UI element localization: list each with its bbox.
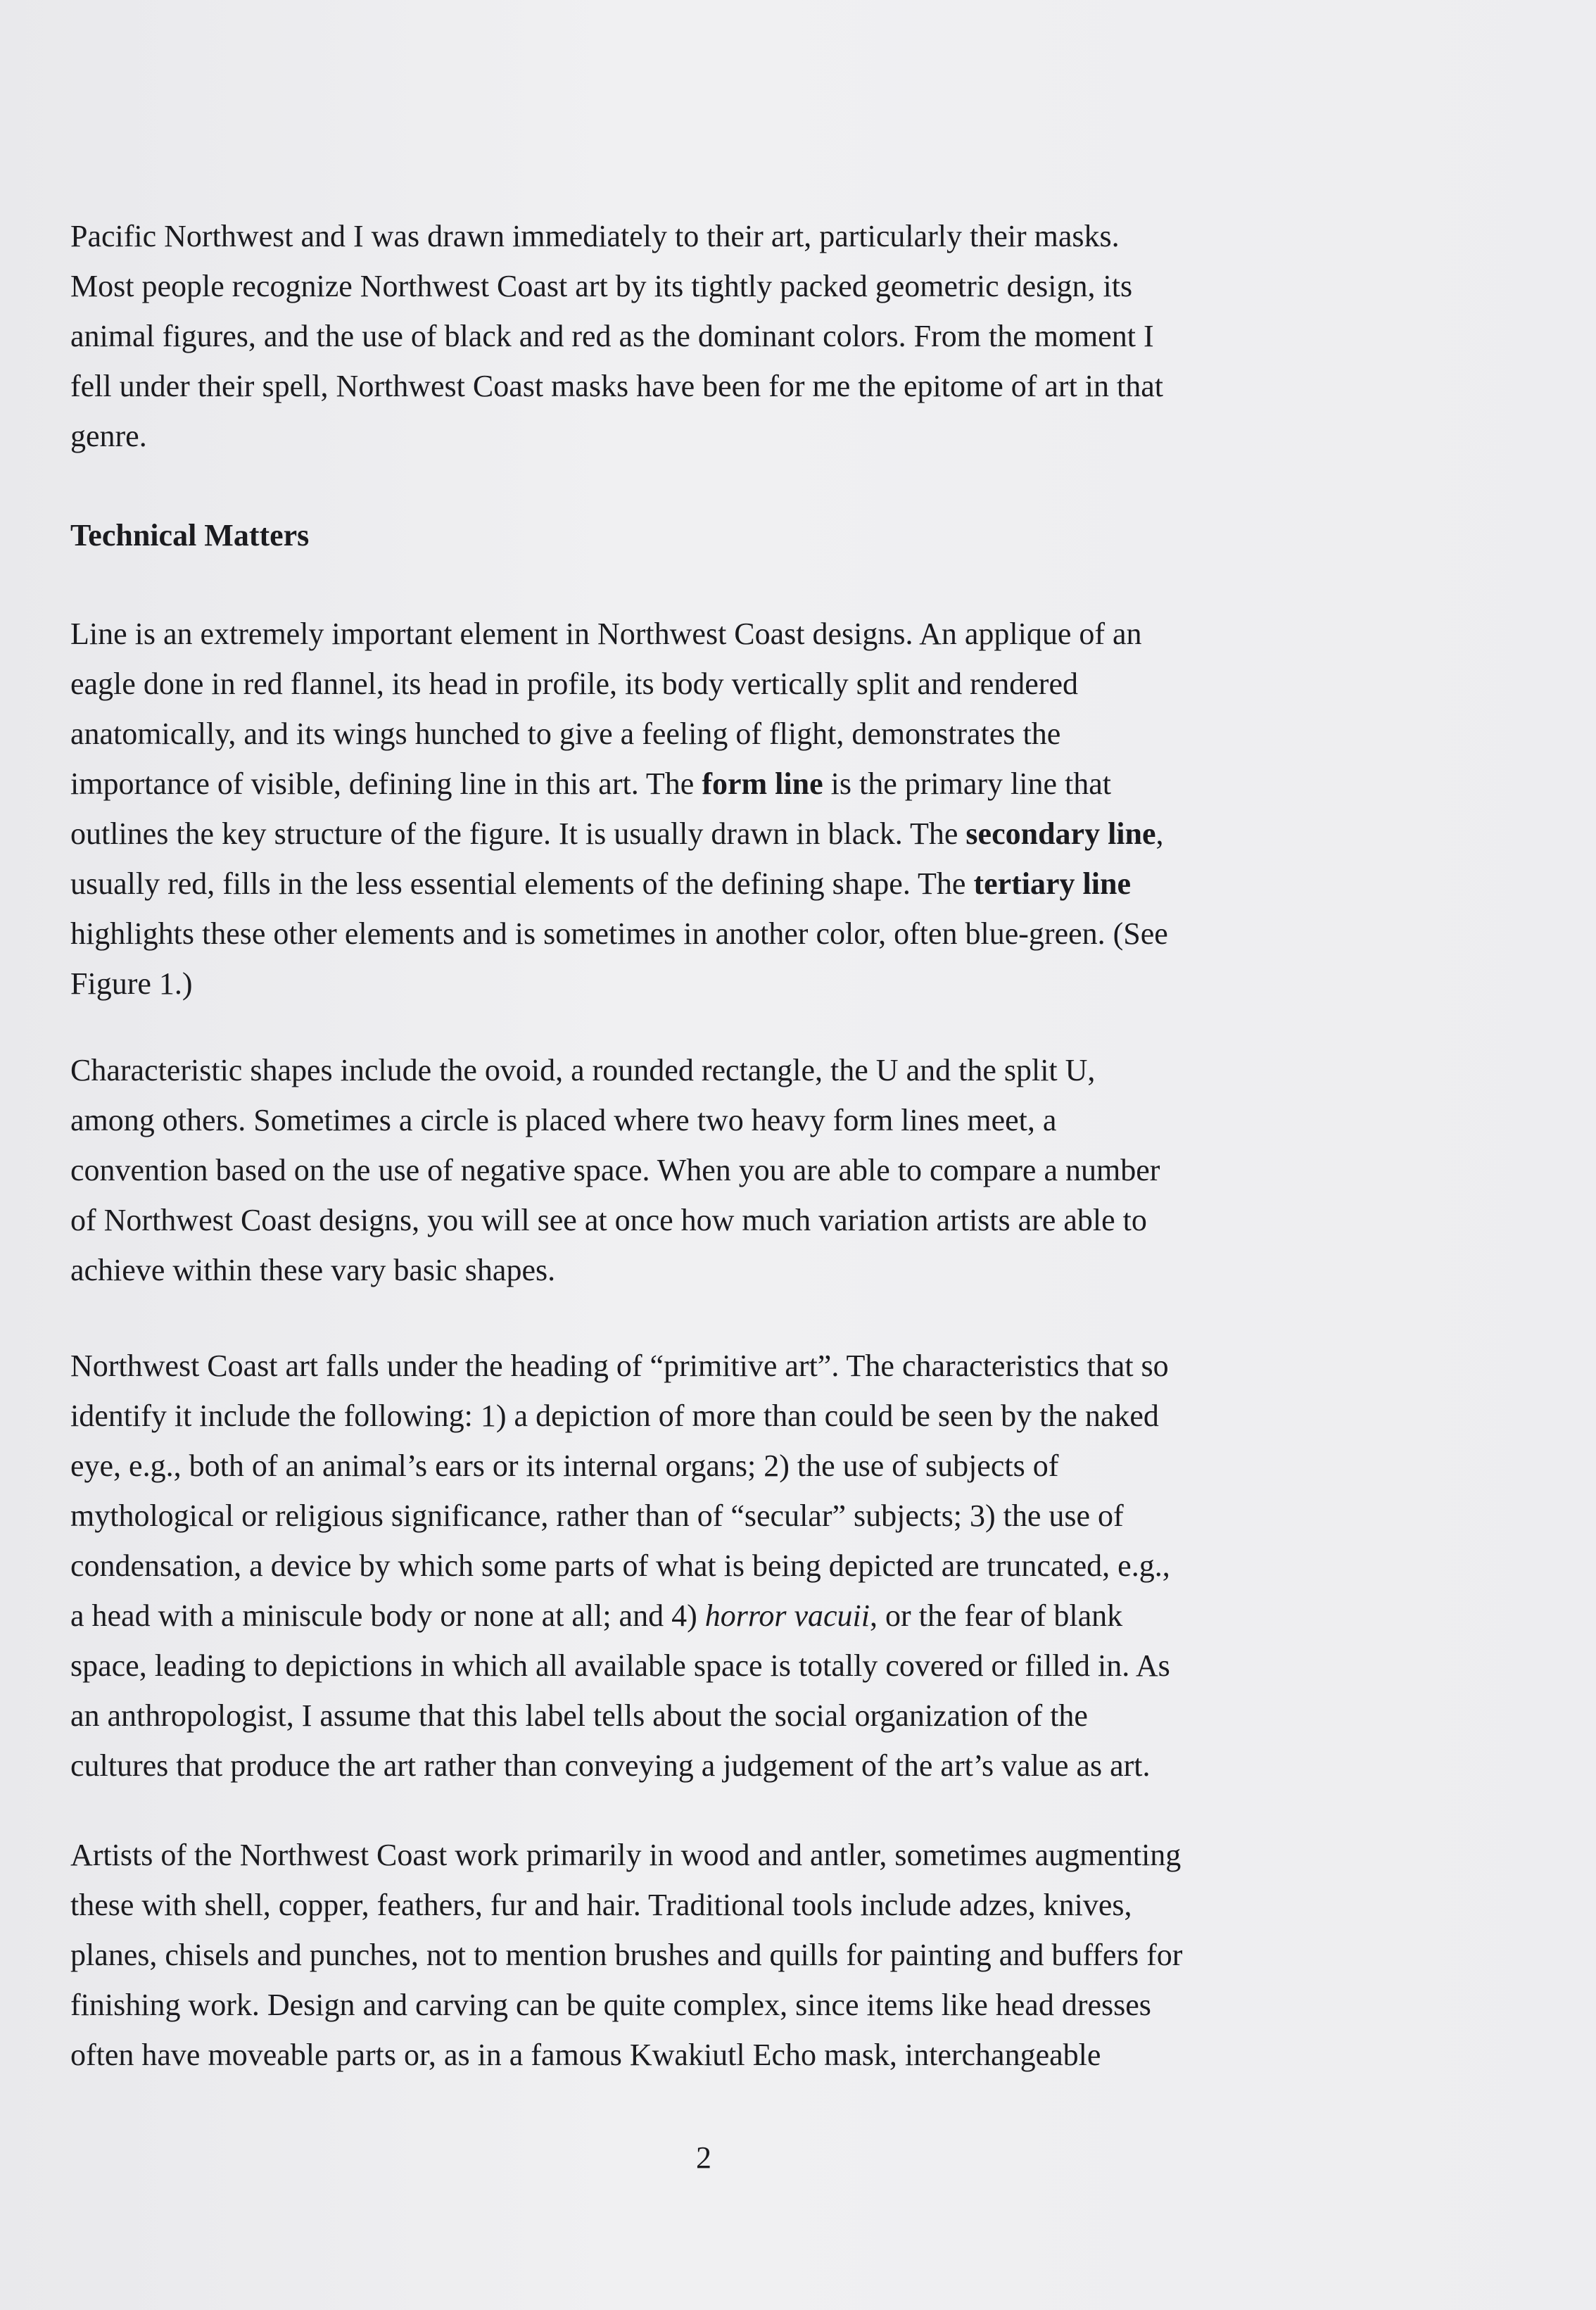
text-line: importance of visible, defining line in this art. The form line is the primary line that (70, 766, 1111, 801)
text-line: identify it include the following: 1) a depiction of more than could be seen by the naked (70, 1399, 1159, 1433)
term-secondary-line: secondary line (965, 816, 1156, 851)
materials-paragraph (70, 1830, 1337, 2080)
text-line: outlines the key structure of the figure. It is usually drawn in black. The secondary line, (70, 816, 1164, 851)
text-line: these with shell, copper, feathers, fur and hair. Traditional tools include adzes, knives, (70, 1888, 1132, 1922)
term-tertiary-line: tertiary line (973, 866, 1132, 901)
text-line: Northwest Coast art falls under the heading of “primitive art”. The characteristics that so (70, 1349, 1169, 1383)
text-line: animal figures, and the use of black and red as the dominant colors. From the moment I (70, 319, 1154, 353)
text-line: an anthropologist, I assume that this label tells about the social organization of the (70, 1698, 1088, 1733)
text-line: usually red, fills in the less essential elements of the defining shape. The tertiary line (70, 866, 1132, 901)
text-line: Figure 1.) (70, 966, 193, 1001)
primitive-art-paragraph (70, 1341, 1337, 1791)
text-line: highlights these other elements and is sometimes in another color, often blue-green. (See (70, 916, 1168, 951)
section-heading: Technical Matters (70, 518, 310, 553)
text-line: Line is an extremely important element in Northwest Coast designs. An applique of an (70, 617, 1142, 651)
text-line: among others. Sometimes a circle is placed where two heavy form lines meet, a (70, 1103, 1057, 1137)
text-line: of Northwest Coast designs, you will see at once how much variation artists are able to (70, 1203, 1147, 1237)
text-line: eagle done in red flannel, its head in profile, its body vertically split and rendered (70, 667, 1078, 701)
text-line: condensation, a device by which some parts of what is being depicted are truncated, e.g., (70, 1548, 1170, 1583)
text-line: anatomically, and its wings hunched to give a feeling of flight, demonstrates the (70, 717, 1061, 751)
term-horror-vacuii: horror vacuii (704, 1598, 870, 1633)
line-paragraph (70, 609, 1337, 1009)
text-line: Artists of the Northwest Coast work primarily in wood and antler, sometimes augmenting (70, 1838, 1182, 1872)
text-line: Characteristic shapes include the ovoid, a rounded rectangle, the U and the split U, (70, 1053, 1096, 1087)
text-line: planes, chisels and punches, not to mention brushes and quills for painting and buffers for (70, 1938, 1183, 1972)
shapes-paragraph (70, 1045, 1337, 1295)
text-line: Pacific Northwest and I was drawn immediately to their art, particularly their masks. (70, 219, 1120, 253)
text-line: mythological or religious significance, rather than of “secular” subjects; 3) the use of (70, 1498, 1124, 1533)
page-number: 2 (696, 2140, 711, 2175)
text-line: cultures that produce the art rather than conveying a judgement of the art’s value as art. (70, 1748, 1151, 1783)
intro-paragraph (70, 211, 1337, 461)
text-line: achieve within these vary basic shapes. (70, 1253, 556, 1287)
text-line: convention based on the use of negative space. When you are able to compare a number (70, 1153, 1160, 1187)
text-line: eye, e.g., both of an animal’s ears or its internal organs; 2) the use of subjects of (70, 1449, 1059, 1483)
text-line: a head with a miniscule body or none at all; and 4) horror vacuii, or the fear of blank (70, 1598, 1123, 1633)
text-line: fell under their spell, Northwest Coast masks have been for me the epitome of art in that (70, 369, 1163, 403)
term-form-line: form line (702, 766, 823, 801)
text-line: Most people recognize Northwest Coast art by its tightly packed geometric design, its (70, 269, 1133, 303)
text-line: space, leading to depictions in which all available space is totally covered or filled in. As (70, 1648, 1170, 1683)
text-line: finishing work. Design and carving can be quite complex, since items like head dresses (70, 1988, 1151, 2022)
text-line: often have moveable parts or, as in a famous Kwakiutl Echo mask, interchangeable (70, 2038, 1101, 2072)
text-line: genre. (70, 419, 147, 453)
